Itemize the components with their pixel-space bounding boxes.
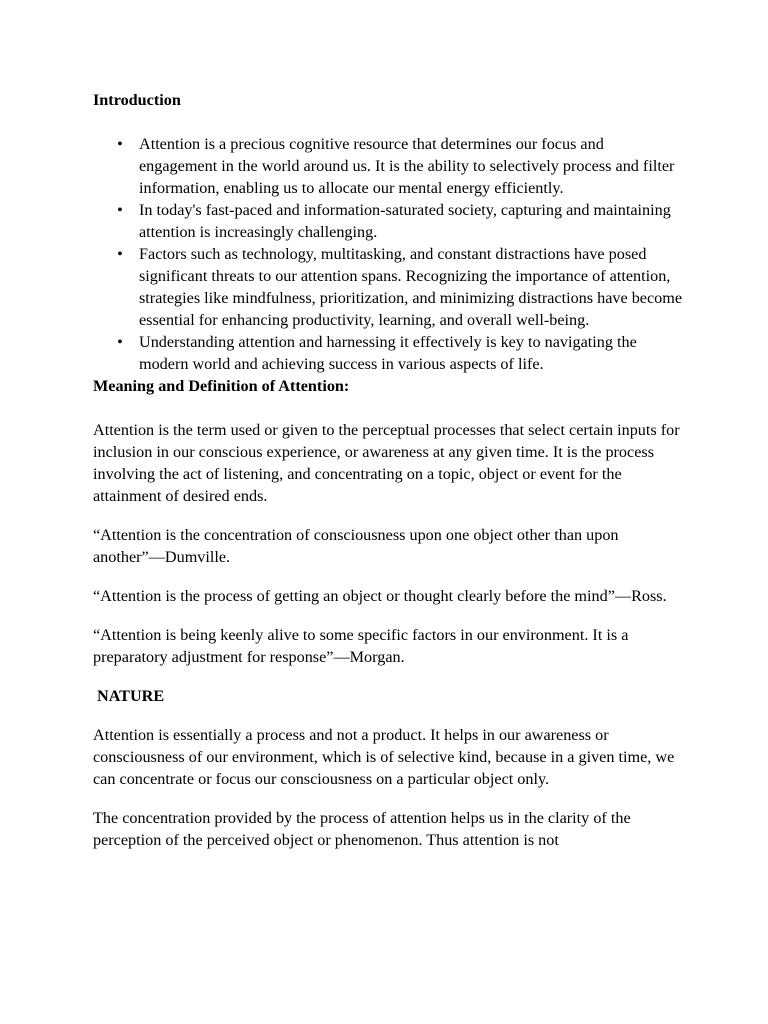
quote-ross: “Attention is the process of getting an object or thought clearly before the mind”—Ross. <box>93 587 667 605</box>
bullet-icon: • <box>117 201 123 219</box>
list-item <box>117 331 683 375</box>
nature-paragraph: Attention is essentially a process and not a product. It helps in our awareness or consciousness of our environment, which is of selective kind, because in a given time, we can concentrate or focus our consciousness on a particular object only. <box>93 726 675 788</box>
list-item-text: Factors such as technology, multitasking, and constant distractions have posed significant threats to our attention spans. Recognizing the importance of attention, strategies like mindfulness, prioritization, and minimizing distractions have become essential for enhancing productivity, learning, and overall well-being. <box>139 245 683 329</box>
nature-heading: NATURE <box>97 687 165 705</box>
nature-paragraph: The concentration provided by the process of attention helps us in the clarity of the perception of the perceived object or phenomenon. Thus attention is not <box>93 809 631 849</box>
document-page <box>93 89 683 868</box>
list-item-text: In today's fast-paced and information-saturated society, capturing and maintaining attention is increasingly challenging. <box>139 201 671 241</box>
list-item <box>117 133 683 199</box>
bullet-icon: • <box>117 245 123 263</box>
definition-heading: Meaning and Definition of Attention: <box>93 377 350 395</box>
list-item-text: Attention is a precious cognitive resource that determines our focus and engagement in the world around us. It is the ability to selectively process and filter information, enabling us to allocate our mental energy efficiently. <box>139 135 675 197</box>
list-item-text: Understanding attention and harnessing it effectively is key to navigating the modern world and achieving success in various aspects of life. <box>139 333 637 373</box>
definition-paragraph: Attention is the term used or given to the perceptual processes that select certain inputs for inclusion in our conscious experience, or awareness at any given time. It is the process involving the act of listening, and concentrating on a topic, object or event for the attainment of desired ends. <box>93 421 680 505</box>
quote-dumville: “Attention is the concentration of consciousness upon one object other than upon another”—Dumville. <box>93 526 619 566</box>
list-item <box>117 199 683 243</box>
bullet-icon: • <box>117 333 123 351</box>
bullet-icon: • <box>117 135 123 153</box>
list-item <box>117 243 683 331</box>
intro-heading: Introduction <box>93 91 181 109</box>
quote-morgan: “Attention is being keenly alive to some specific factors in our environment. It is a preparatory adjustment for response”—Morgan. <box>93 626 629 666</box>
intro-bullet-list <box>93 133 683 375</box>
